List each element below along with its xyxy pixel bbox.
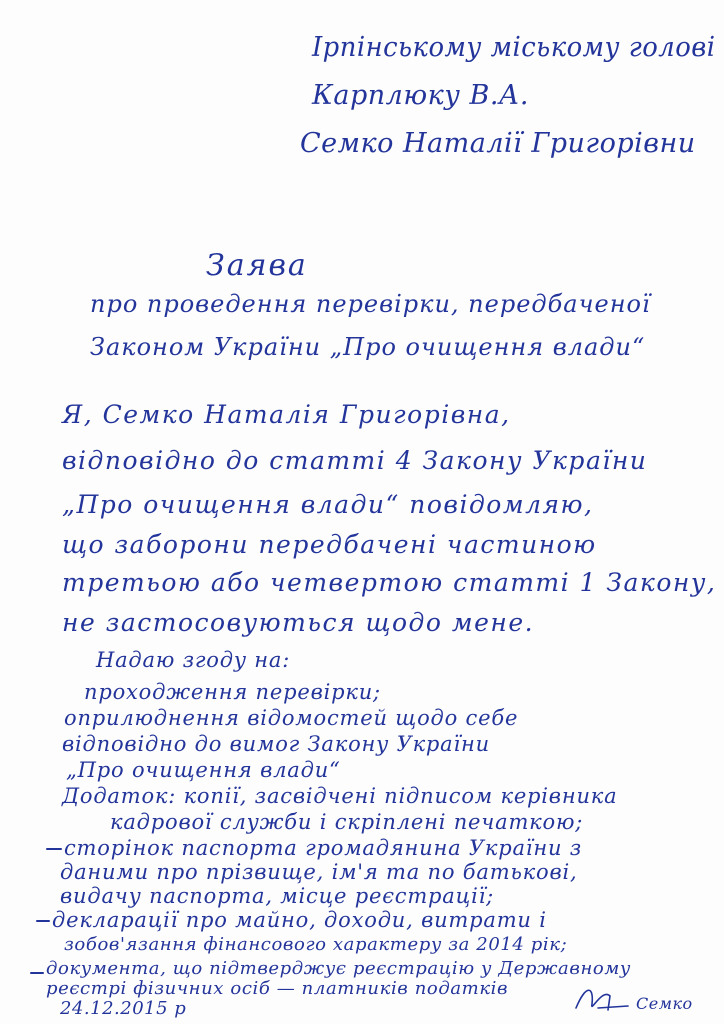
body-line-1: Я, Семко Наталія Григорівна, — [62, 400, 511, 429]
consent-item-1: проходження перевірки; — [84, 680, 381, 704]
attachment-dash-1 — [46, 848, 62, 850]
attachments-line-2: кадрової служби і скріплені печаткою; — [110, 810, 584, 834]
addressee-name: Карплюку В.А. — [312, 80, 529, 111]
attachments-line-6: декларації про майно, доходи, витрати і — [52, 908, 547, 932]
consent-heading: Надаю згоду на: — [96, 648, 291, 672]
body-line-4: що заборони передбачені частиною — [62, 530, 597, 559]
document-subtitle-line1: про проведення перевірки, передбаченої — [90, 290, 651, 318]
body-line-3: „Про очищення влади“ повідомляю, — [62, 490, 594, 519]
attachment-dash-2 — [36, 920, 50, 922]
attachments-line-3: сторінок паспорта громадянина України з — [64, 836, 583, 860]
attachments-line-8: документа, що підтверджує реєстрацію у Державному — [46, 958, 631, 979]
attachment-dash-3 — [30, 972, 44, 974]
attachments-line-5: видачу паспорта, місце реєстрації; — [60, 884, 494, 908]
consent-item-2: оприлюднення відомостей щодо себе — [64, 706, 519, 730]
signature-surname: Семко — [636, 994, 693, 1013]
attachments-line-9: реєстрі фізичних осіб — платників податків — [46, 978, 509, 999]
consent-item-3: відповідно до вимог Закону України — [62, 732, 490, 756]
document-date: 24.12.2015 р — [60, 998, 187, 1019]
attachments-line-7: зобов'язання фінансового характеру за 2014 рік; — [64, 934, 568, 955]
body-line-2: відповідно до статті 4 Закону України — [62, 446, 648, 475]
body-line-6: не застосовуються щодо мене. — [62, 608, 535, 637]
addressee-title: Ірпінському міському голові — [312, 32, 716, 63]
document-subtitle-line2: Законом України „Про очищення влади“ — [90, 333, 646, 361]
signature-mark — [572, 978, 632, 1018]
attachments-line-1: Додаток: копії, засвідчені підписом керівника — [62, 784, 618, 808]
document-title: Заява — [206, 248, 308, 283]
attachments-line-4: даними про прізвище, ім'я та по батькові, — [60, 860, 578, 884]
body-line-5: третьою або четвертою статті 1 Закону, — [62, 568, 717, 597]
consent-item-4: „Про очищення влади“ — [66, 758, 341, 782]
applicant-name: Семко Наталії Григорівни — [300, 128, 696, 159]
